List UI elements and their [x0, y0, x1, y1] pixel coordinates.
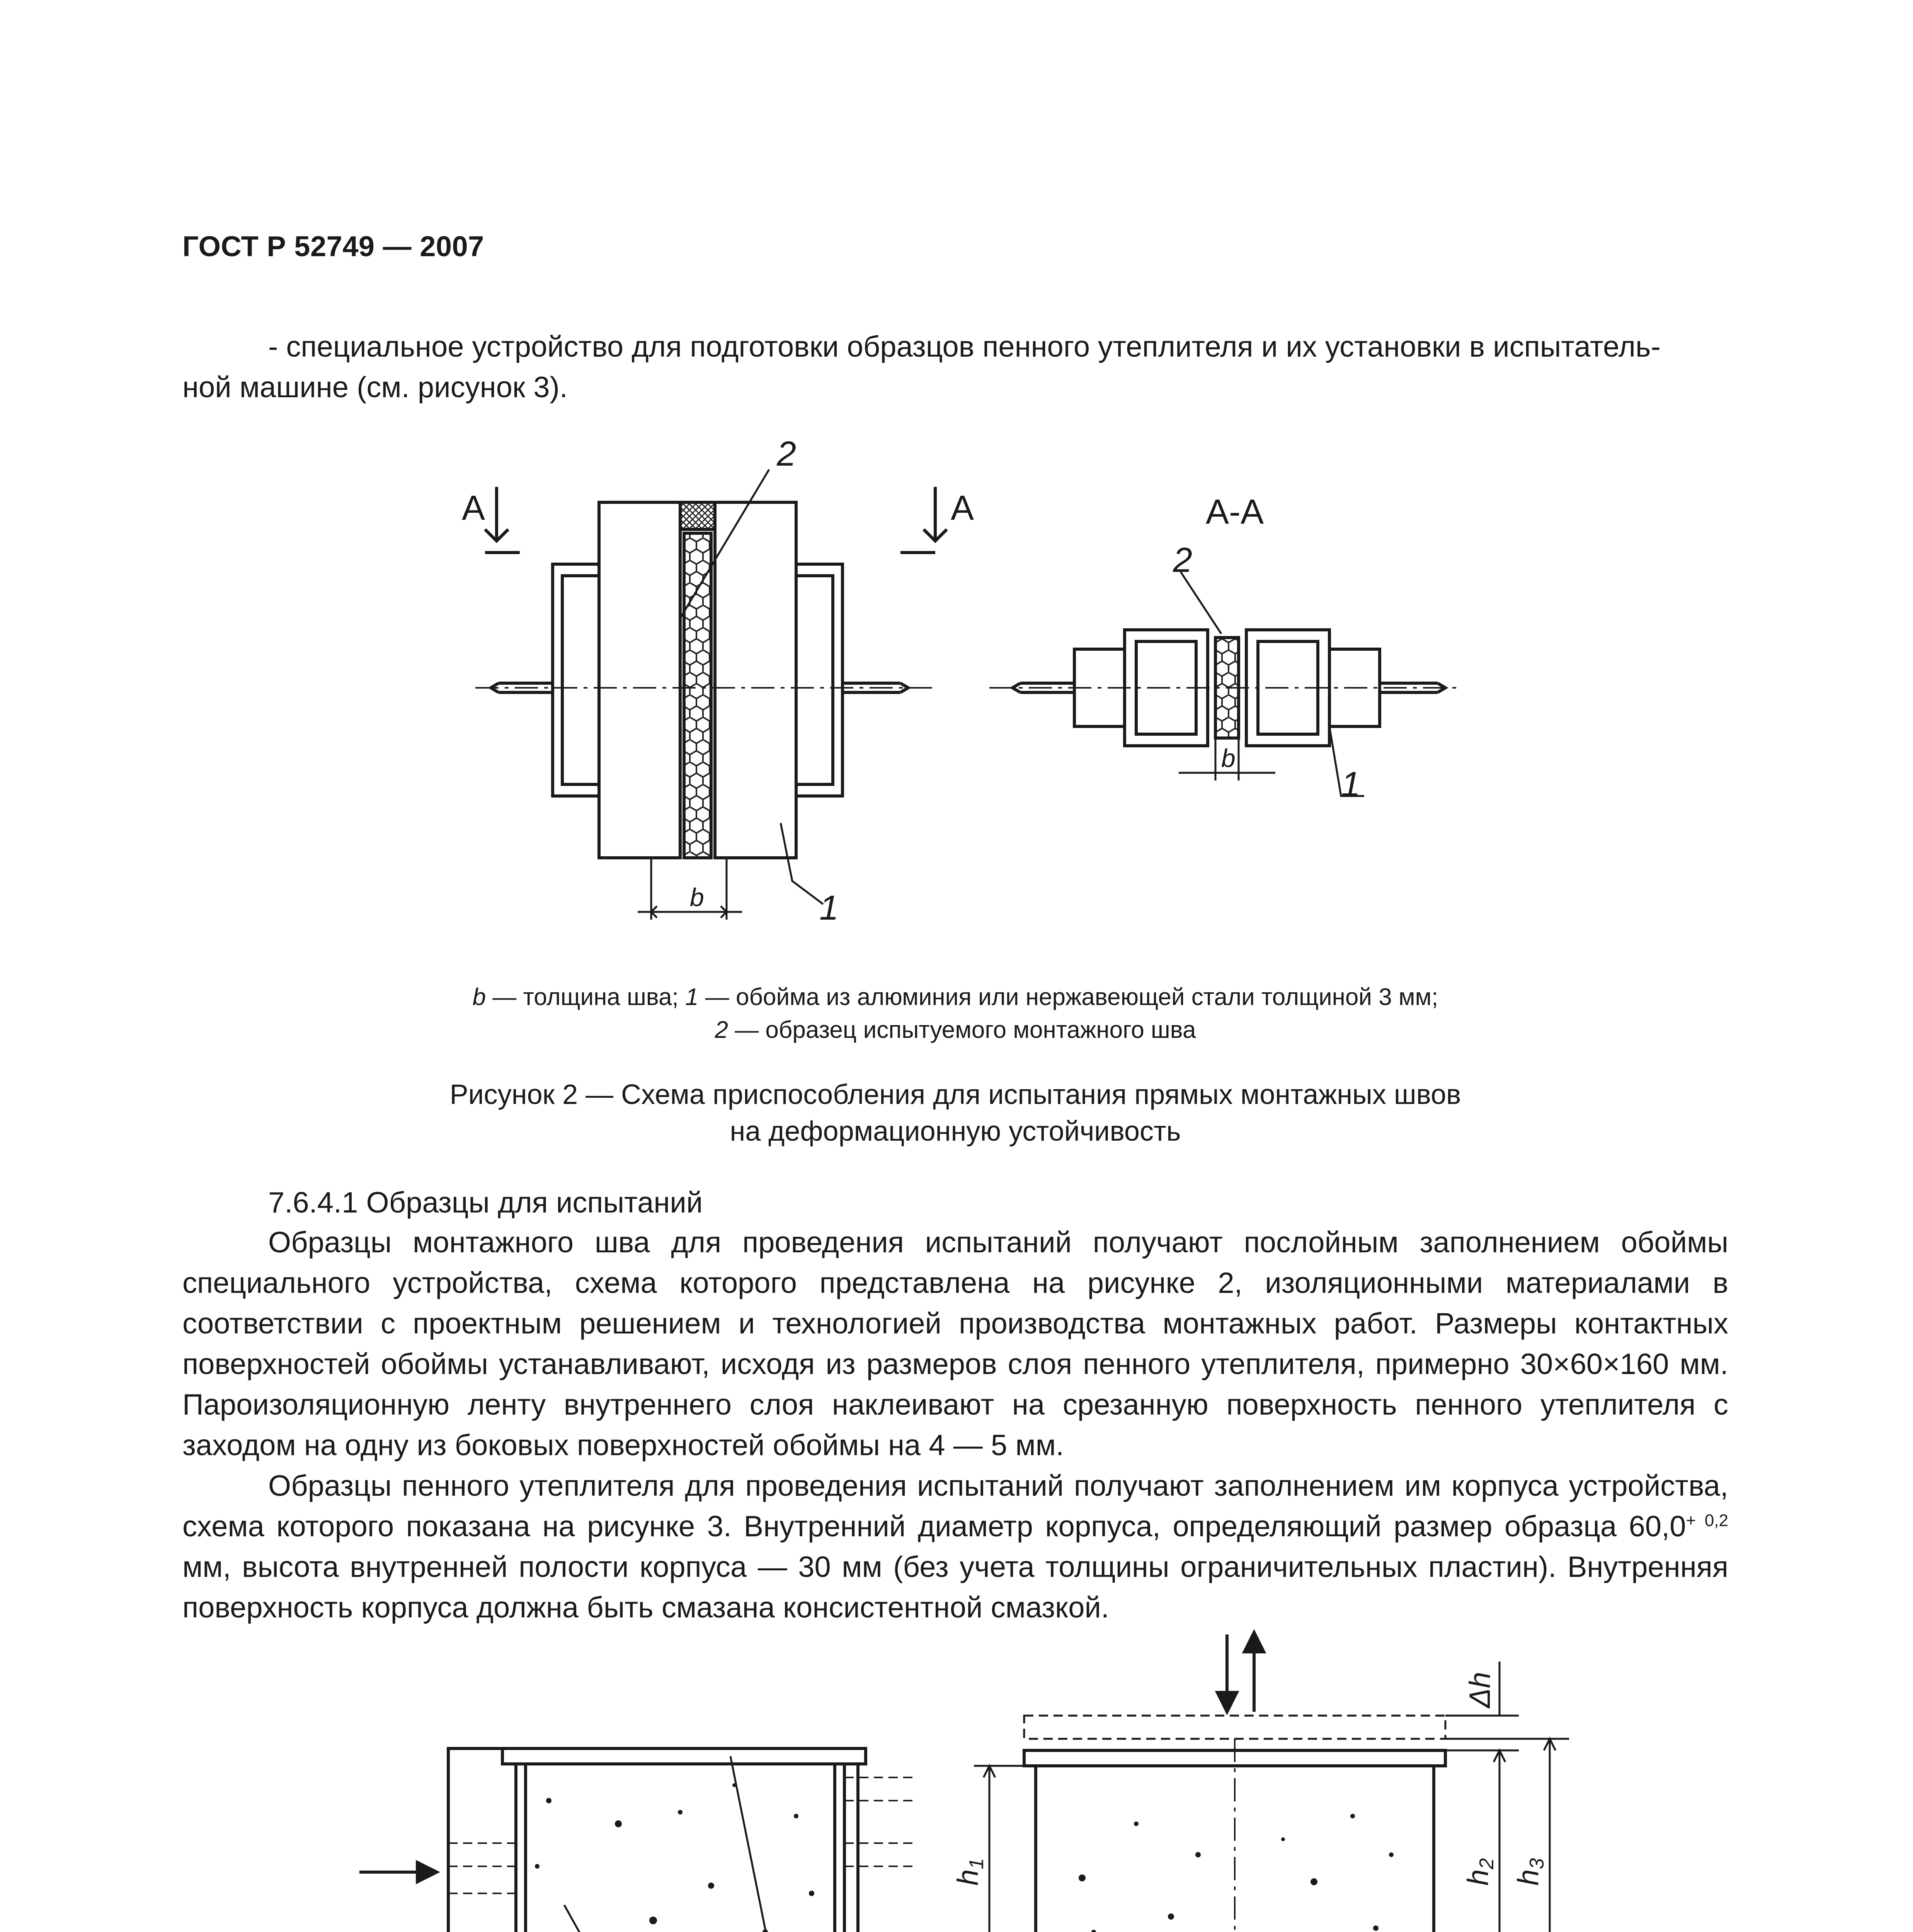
fig2-label-b-left: b [690, 883, 704, 912]
figure-3-drawing [0, 1623, 1913, 1932]
section-p2-text-b: мм, высота внутренней полости корпуса — 30 мм (без учета толщины ограничительных пластин). Внутренняя поверхность корпуса должна быть смазана консистентной смазкой. [182, 1551, 1728, 1624]
fig2-legend-text-a: — толщина шва; [486, 984, 686, 1010]
fig2-caption-line-1: Рисунок 2 — Схема приспособления для испытания прямых монтажных швов [449, 1079, 1461, 1110]
section-paragraph-1: Образцы монтажного шва для проведения испытаний получают послойным заполнением обоймы специального устройства, схема которого представлена на рисунке 2, изоляционными материалами в соответствии с проектным решением и технологией производства монтажных работ. Размеры контактных поверхностей обоймы устанавливают, исходя из размеров слоя пенного утеплителя, примерно 30×60×160 мм. Пароизоляционную ленту внутреннего слоя наклеивают на срезанную поверхность пенного утеплителя с заходом на одну из боковых поверхностей обоймы на 4 — 5 мм. [182, 1226, 1728, 1462]
fig2-section-mark-left: A [462, 489, 485, 527]
intro-line-1: - специальное устройство для подготовки образцов пенного утеплителя и их установки в испытатель- [268, 330, 1661, 363]
fig3-dim-h1 [951, 1858, 988, 1886]
fig2-legend-line-1 [182, 980, 1728, 1015]
section-p2-text-a: Образцы пенного утеплителя для проведения испытаний получают заполнением им корпуса устройства, схема которого показана на рисунке 3. Внутренний диаметр корпуса, определяющий размер образца 60,0 [182, 1469, 1728, 1543]
fig3-dim-h2 [1462, 1858, 1498, 1886]
fig2-legend-line-2 [182, 1012, 1728, 1048]
intro-line-2: ной машине (см. рисунок 3). [182, 371, 568, 404]
fig3-dim-h2-h: h [1462, 1869, 1494, 1886]
fig2-label-2-left: 2 [777, 435, 797, 473]
fig2-legend-num-1: 1 [685, 984, 699, 1010]
section-paragraph-2 [182, 1466, 1728, 1628]
fig3-dim-h3-sub: 3 [1526, 1858, 1548, 1869]
fig3-dim-h1-h: h [951, 1869, 984, 1886]
document-header: ГОСТ Р 52749 — 2007 [182, 230, 484, 262]
fig3-dim-delta-h: Δh [1464, 1672, 1496, 1708]
fig2-caption-line-2: на деформационную устойчивость [730, 1116, 1181, 1147]
section-p2-tolerance: + 0,2 [1686, 1511, 1729, 1530]
fig2-legend-b: b [472, 984, 486, 1010]
fig2-section-title: A-A [1206, 493, 1264, 531]
fig3-dim-h3-h: h [1512, 1869, 1545, 1886]
fig3-dim-h2-sub: 2 [1476, 1858, 1498, 1869]
fig3-dim-h1-sub: 1 [965, 1858, 988, 1869]
section-heading: 7.6.4.1 Образцы для испытаний [268, 1186, 703, 1219]
fig2-legend-text-b: — обойма из алюминия или нержавеющей стали толщиной 3 мм; [698, 984, 1438, 1010]
fig3-dim-h3 [1512, 1858, 1548, 1886]
fig2-label-1-left: 1 [819, 889, 839, 927]
fig2-legend-num-2: 2 [715, 1017, 728, 1043]
fig2-legend-text-c: — образец испытуемого монтажного шва [728, 1017, 1196, 1043]
fig2-section-mark-right: A [951, 489, 974, 527]
fig2-label-b-right: b [1221, 744, 1236, 772]
fig2-label-1-right: 1 [1341, 765, 1361, 804]
fig2-label-2-right: 2 [1173, 541, 1193, 580]
